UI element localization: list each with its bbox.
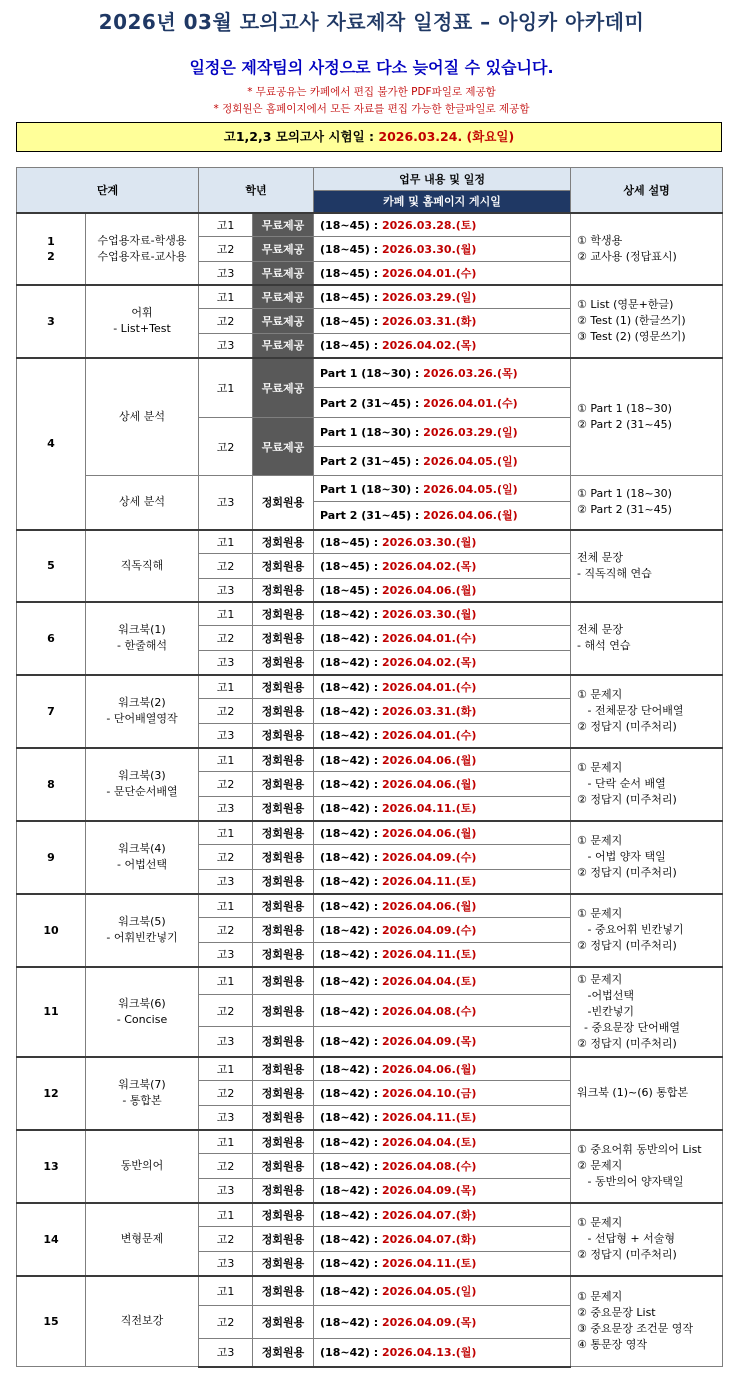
access-type: 정회원용 xyxy=(253,1179,314,1203)
grade-cell: 고2 xyxy=(199,845,253,870)
range-label: (18~45) : xyxy=(320,266,382,280)
range-label: Part 2 (31~45) : xyxy=(320,455,424,468)
post-date-cell xyxy=(314,1154,571,1179)
post-date: 2026.04.01.(수) xyxy=(423,396,518,410)
range-label: (18~42) : xyxy=(320,1346,382,1360)
grade-cell: 고2 xyxy=(199,699,253,724)
range-label: (18~42) : xyxy=(320,729,382,743)
post-date-cell xyxy=(314,309,571,334)
grade-cell: 고3 xyxy=(199,1027,253,1057)
grade-cell: 고1 xyxy=(199,821,253,845)
access-type: 정회원용 xyxy=(253,845,314,870)
range-label: (18~42) : xyxy=(320,826,382,840)
stage-detail: ① 문제지 ② 중요문장 List ③ 중요문장 조건문 영작 ④ 통문장 영작 xyxy=(571,1276,723,1367)
access-type: 무료제공 xyxy=(253,285,314,309)
post-date: 2026.04.04.(토) xyxy=(381,1135,477,1149)
post-date: 2026.04.06.(월) xyxy=(381,899,477,913)
stage-name: 상세 분석 xyxy=(86,358,199,476)
grade-cell: 고3 xyxy=(199,262,253,285)
post-date: 2026.04.07.(화) xyxy=(381,1208,477,1222)
range-label: (18~42) : xyxy=(320,1284,382,1298)
post-date: 2026.04.04.(토) xyxy=(381,974,477,988)
post-date-cell xyxy=(314,447,571,476)
grade-cell: 고1 xyxy=(199,1276,253,1306)
stage-detail: ① Part 1 (18~30) ② Part 2 (31~45) xyxy=(571,476,723,530)
range-label: (18~45) : xyxy=(320,290,382,304)
range-label: (18~45) : xyxy=(320,218,382,232)
header-detail: 상세 설명 xyxy=(571,168,723,213)
post-date: 2026.03.30.(월) xyxy=(381,243,477,256)
grade-cell: 고3 xyxy=(199,724,253,748)
stage-name: 워크북(1) - 한줄해석 xyxy=(86,602,199,675)
post-date: 2026.03.31.(화) xyxy=(381,315,477,328)
access-type: 정회원용 xyxy=(253,772,314,797)
post-date: 2026.04.02.(목) xyxy=(381,656,477,670)
access-type: 정회원용 xyxy=(253,748,314,772)
note-free-share: * 무료공유는 카페에서 편집 불가한 PDF파일로 제공함 xyxy=(247,86,496,98)
post-date-cell xyxy=(314,1179,571,1203)
post-date-cell xyxy=(314,894,571,918)
stage-name: 워크북(2) - 단어배열영작 xyxy=(86,675,199,748)
post-date: 2026.03.29.(일) xyxy=(381,290,477,304)
range-label: (18~45) : xyxy=(320,243,382,256)
range-label: (18~42) : xyxy=(320,875,382,889)
post-date-cell xyxy=(314,579,571,602)
stage-number: 5 xyxy=(17,530,86,602)
stage-name: 워크북(7) - 통합본 xyxy=(86,1057,199,1130)
post-date-cell xyxy=(314,967,571,995)
post-date-cell xyxy=(314,530,571,554)
post-date: 2026.04.02.(목) xyxy=(381,339,477,353)
grade-cell: 고2 xyxy=(199,309,253,334)
post-date: 2026.04.06.(월) xyxy=(381,583,477,597)
access-type: 무료제공 xyxy=(253,418,314,476)
post-date-cell xyxy=(314,675,571,699)
post-date-cell xyxy=(314,1106,571,1130)
stage-name: 동반의어 xyxy=(86,1130,199,1203)
access-type: 무료제공 xyxy=(253,309,314,334)
grade-cell: 고1 xyxy=(199,285,253,309)
range-label: (18~42) : xyxy=(320,1316,382,1329)
range-label: (18~45) : xyxy=(320,560,382,573)
stage-number: 3 xyxy=(17,285,86,358)
post-date-cell xyxy=(314,1227,571,1252)
grade-cell: 고3 xyxy=(199,651,253,675)
grade-cell: 고3 xyxy=(199,476,253,530)
range-label: (18~42) : xyxy=(320,851,382,864)
access-type: 정회원용 xyxy=(253,1154,314,1179)
post-date: 2026.03.30.(월) xyxy=(381,607,477,621)
post-date: 2026.04.06.(월) xyxy=(423,509,518,523)
stage-number: 13 xyxy=(17,1130,86,1203)
stage-detail: ① 문제지 -어법선택 -빈칸넣기 - 중요문장 단어배열 ② 정답지 (미주처리) xyxy=(571,967,723,1057)
access-type: 정회원용 xyxy=(253,918,314,943)
post-date-cell xyxy=(314,870,571,894)
post-date-cell xyxy=(314,651,571,675)
stage-detail: ① List (영문+한글) ② Test (1) (한글쓰기) ③ Test (2) (영문쓰기) xyxy=(571,285,723,358)
grade-cell: 고2 xyxy=(199,626,253,651)
stage-detail: ① 문제지 - 전체문장 단어배열 ② 정답지 (미주처리) xyxy=(571,675,723,748)
stage-detail: ① 문제지 - 어법 양자 택일 ② 정답지 (미주처리) xyxy=(571,821,723,894)
grade-cell: 고3 xyxy=(199,1252,253,1276)
stage-detail: ① 중요어휘 동반의어 List ② 문제지 - 동반의어 양자택일 xyxy=(571,1130,723,1203)
post-date: 2026.04.05.(일) xyxy=(381,1284,477,1298)
range-label: (18~42) : xyxy=(320,1184,382,1198)
header-post-date: 카페 및 홈페이지 게시일 xyxy=(314,191,571,213)
post-date: 2026.04.13.(월) xyxy=(381,1346,477,1360)
access-type: 정회원용 xyxy=(253,870,314,894)
stage-name: 상세 분석 xyxy=(86,476,199,530)
header-grade: 학년 xyxy=(199,168,314,213)
access-type: 정회원용 xyxy=(253,530,314,554)
range-label: Part 2 (31~45) : xyxy=(320,396,424,410)
post-date: 2026.04.11.(토) xyxy=(381,802,477,816)
post-date-cell xyxy=(314,358,571,388)
post-date: 2026.04.09.(목) xyxy=(381,1035,477,1049)
range-label: (18~42) : xyxy=(320,607,382,621)
range-label: (18~42) : xyxy=(320,753,382,767)
access-type: 무료제공 xyxy=(253,262,314,285)
range-label: Part 1 (18~30) : xyxy=(320,366,424,380)
post-date: 2026.04.11.(토) xyxy=(381,948,477,962)
stage-name: 워크북(3) - 문단순서배열 xyxy=(86,748,199,821)
access-type: 정회원용 xyxy=(253,1252,314,1276)
range-label: (18~42) : xyxy=(320,1208,382,1222)
grade-cell: 고1 xyxy=(199,358,253,418)
range-label: (18~42) : xyxy=(320,656,382,670)
access-type: 무료제공 xyxy=(253,237,314,262)
note-member: * 정회원은 홈페이지에서 모든 자료를 편집 가능한 한글파일로 제공함 xyxy=(213,103,530,115)
range-label: (18~42) : xyxy=(320,705,382,718)
post-date-cell xyxy=(314,699,571,724)
range-label: (18~45) : xyxy=(320,339,382,353)
post-date: 2026.04.10.(금) xyxy=(381,1087,477,1100)
grade-cell: 고2 xyxy=(199,772,253,797)
post-date-cell xyxy=(314,772,571,797)
stage-detail: ① Part 1 (18~30) ② Part 2 (31~45) xyxy=(571,358,723,476)
post-date: 2026.04.06.(월) xyxy=(381,826,477,840)
stage-name: 수업용자료-학생용 수업용자료-교사용 xyxy=(86,213,199,285)
post-date: 2026.03.26.(목) xyxy=(423,366,518,380)
grade-cell: 고2 xyxy=(199,237,253,262)
grade-cell: 고2 xyxy=(199,418,253,476)
access-type: 정회원용 xyxy=(253,1027,314,1057)
stage-name: 어휘 - List+Test xyxy=(86,285,199,358)
schedule-table xyxy=(16,167,723,1368)
stage-name: 직독직해 xyxy=(86,530,199,602)
post-date-cell xyxy=(314,1081,571,1106)
stage-name: 워크북(5) - 어휘빈칸넣기 xyxy=(86,894,199,967)
post-date: 2026.04.06.(월) xyxy=(381,1062,477,1076)
post-date-cell xyxy=(314,1203,571,1227)
grade-cell: 고1 xyxy=(199,894,253,918)
access-type: 정회원용 xyxy=(253,821,314,845)
stage-detail: ① 문제지 - 선답형 + 서술형 ② 정답지 (미주처리) xyxy=(571,1203,723,1276)
range-label: (18~42) : xyxy=(320,632,382,645)
access-type: 무료제공 xyxy=(253,358,314,418)
post-date-cell xyxy=(314,821,571,845)
post-date: 2026.03.29.(일) xyxy=(423,426,518,439)
stage-detail: ① 학생용 ② 교사용 (정답표시) xyxy=(571,213,723,285)
access-type: 정회원용 xyxy=(253,1339,314,1367)
access-type: 정회원용 xyxy=(253,724,314,748)
post-date-cell xyxy=(314,1027,571,1057)
stage-detail: ① 문제지 - 중요어휘 빈칸넣기 ② 정답지 (미주처리) xyxy=(571,894,723,967)
post-date: 2026.04.09.(목) xyxy=(381,1316,477,1329)
range-label: (18~42) : xyxy=(320,1257,382,1271)
post-date-cell xyxy=(314,943,571,967)
access-type: 정회원용 xyxy=(253,1081,314,1106)
access-type: 정회원용 xyxy=(253,1106,314,1130)
access-type: 정회원용 xyxy=(253,894,314,918)
grade-cell: 고2 xyxy=(199,918,253,943)
stage-detail: ① 문제지 - 단락 순서 배열 ② 정답지 (미주처리) xyxy=(571,748,723,821)
post-date: 2026.03.31.(화) xyxy=(381,705,477,718)
range-label: (18~42) : xyxy=(320,948,382,962)
range-label: (18~42) : xyxy=(320,1062,382,1076)
post-date: 2026.04.01.(수) xyxy=(381,632,477,645)
post-date: 2026.04.09.(수) xyxy=(381,924,477,937)
access-type: 정회원용 xyxy=(253,626,314,651)
access-type: 정회원용 xyxy=(253,476,314,530)
post-date-cell xyxy=(314,554,571,579)
post-date-cell xyxy=(314,476,571,502)
stage-number: 1 2 xyxy=(17,213,86,285)
post-date: 2026.04.05.(일) xyxy=(423,482,518,496)
post-date-cell xyxy=(314,1276,571,1306)
post-date: 2026.04.01.(수) xyxy=(381,266,477,280)
range-label: (18~42) : xyxy=(320,899,382,913)
access-type: 정회원용 xyxy=(253,1130,314,1154)
post-date: 2026.04.02.(목) xyxy=(381,560,477,573)
range-label: (18~42) : xyxy=(320,778,382,791)
post-date-cell xyxy=(314,502,571,530)
range-label: (18~42) : xyxy=(320,924,382,937)
exam-date-banner xyxy=(16,122,722,152)
access-type: 정회원용 xyxy=(253,967,314,995)
access-type: 정회원용 xyxy=(253,602,314,626)
stage-number: 10 xyxy=(17,894,86,967)
stage-number: 6 xyxy=(17,602,86,675)
post-date-cell xyxy=(314,797,571,821)
grade-cell: 고3 xyxy=(199,943,253,967)
range-label: (18~42) : xyxy=(320,1087,382,1100)
post-date-cell xyxy=(314,237,571,262)
post-date: 2026.04.09.(목) xyxy=(381,1184,477,1198)
post-date: 2026.04.06.(월) xyxy=(381,778,477,791)
post-date-cell xyxy=(314,1057,571,1081)
stage-number: 12 xyxy=(17,1057,86,1130)
grade-cell: 고1 xyxy=(199,602,253,626)
post-date-cell xyxy=(314,285,571,309)
grade-cell: 고1 xyxy=(199,748,253,772)
grade-cell: 고1 xyxy=(199,967,253,995)
range-label: Part 1 (18~30) : xyxy=(320,426,424,439)
range-label: (18~42) : xyxy=(320,1135,382,1149)
exam-date-value: 2026.03.24. (화요일) xyxy=(378,129,515,144)
post-date-cell xyxy=(314,213,571,237)
post-date-cell xyxy=(314,388,571,418)
access-type: 정회원용 xyxy=(253,554,314,579)
stage-number: 11 xyxy=(17,967,86,1057)
grade-cell: 고3 xyxy=(199,1179,253,1203)
range-label: (18~45) : xyxy=(320,315,382,328)
post-date-cell xyxy=(314,1130,571,1154)
range-label: (18~42) : xyxy=(320,1004,382,1018)
grade-cell: 고3 xyxy=(199,334,253,358)
range-label: (18~45) : xyxy=(320,583,382,597)
grade-cell: 고2 xyxy=(199,1227,253,1252)
grade-cell: 고1 xyxy=(199,213,253,237)
post-date: 2026.04.06.(월) xyxy=(381,753,477,767)
access-type: 정회원용 xyxy=(253,579,314,602)
post-date: 2026.04.07.(화) xyxy=(381,1233,477,1246)
access-type: 정회원용 xyxy=(253,1276,314,1306)
post-date: 2026.04.11.(토) xyxy=(381,875,477,889)
access-type: 무료제공 xyxy=(253,213,314,237)
header-stage: 단계 xyxy=(17,168,199,213)
stage-number: 9 xyxy=(17,821,86,894)
post-date-cell xyxy=(314,724,571,748)
range-label: (18~42) : xyxy=(320,1160,382,1173)
stage-detail: 전체 문장 - 직독직해 연습 xyxy=(571,530,723,602)
stage-number: 8 xyxy=(17,748,86,821)
stage-name: 직전보강 xyxy=(86,1276,199,1367)
post-date: 2026.04.01.(수) xyxy=(381,680,477,694)
range-label: (18~42) : xyxy=(320,1111,382,1125)
range-label: Part 2 (31~45) : xyxy=(320,509,424,523)
post-date-cell xyxy=(314,418,571,447)
post-date: 2026.04.11.(토) xyxy=(381,1257,477,1271)
post-date-cell xyxy=(314,262,571,285)
access-type: 정회원용 xyxy=(253,943,314,967)
header-work: 업무 내용 및 일정 xyxy=(314,168,571,191)
stage-number: 7 xyxy=(17,675,86,748)
post-date-cell xyxy=(314,626,571,651)
access-type: 정회원용 xyxy=(253,675,314,699)
delay-notice: 일정은 제작팀의 사정으로 다소 늦어질 수 있습니다. xyxy=(189,58,554,77)
stage-detail: 워크북 (1)~(6) 통합본 xyxy=(571,1057,723,1130)
range-label: (18~42) : xyxy=(320,1233,382,1246)
grade-cell: 고1 xyxy=(199,675,253,699)
post-date-cell xyxy=(314,1306,571,1339)
stage-detail: 전체 문장 - 해석 연습 xyxy=(571,602,723,675)
grade-cell: 고2 xyxy=(199,1081,253,1106)
stage-name: 변형문제 xyxy=(86,1203,199,1276)
access-type: 정회원용 xyxy=(253,1057,314,1081)
stage-name: 워크북(4) - 어법선택 xyxy=(86,821,199,894)
post-date-cell xyxy=(314,995,571,1027)
post-date-cell xyxy=(314,1339,571,1367)
access-type: 무료제공 xyxy=(253,334,314,358)
post-date: 2026.04.01.(수) xyxy=(381,729,477,743)
post-date: 2026.04.08.(수) xyxy=(381,1160,477,1173)
post-date-cell xyxy=(314,602,571,626)
grade-cell: 고3 xyxy=(199,870,253,894)
grade-cell: 고2 xyxy=(199,1154,253,1179)
post-date-cell xyxy=(314,1252,571,1276)
post-date: 2026.04.05.(일) xyxy=(423,455,518,468)
exam-date-label: 고1,2,3 모의고사 시험일 : xyxy=(223,129,379,144)
range-label: Part 1 (18~30) : xyxy=(320,482,424,496)
grade-cell: 고3 xyxy=(199,797,253,821)
post-date: 2026.03.30.(월) xyxy=(381,535,477,549)
stage-name: 워크북(6) - Concise xyxy=(86,967,199,1057)
grade-cell: 고3 xyxy=(199,579,253,602)
range-label: (18~42) : xyxy=(320,1035,382,1049)
stage-number: 14 xyxy=(17,1203,86,1276)
range-label: (18~42) : xyxy=(320,802,382,816)
access-type: 정회원용 xyxy=(253,651,314,675)
access-type: 정회원용 xyxy=(253,995,314,1027)
post-date-cell xyxy=(314,918,571,943)
range-label: (18~45) : xyxy=(320,535,382,549)
post-date-cell xyxy=(314,334,571,358)
grade-cell: 고1 xyxy=(199,1057,253,1081)
post-date: 2026.04.09.(수) xyxy=(381,851,477,864)
grade-cell: 고2 xyxy=(199,554,253,579)
access-type: 정회원용 xyxy=(253,1203,314,1227)
grade-cell: 고2 xyxy=(199,995,253,1027)
access-type: 정회원용 xyxy=(253,797,314,821)
range-label: (18~42) : xyxy=(320,680,382,694)
stage-number: 15 xyxy=(17,1276,86,1367)
grade-cell: 고3 xyxy=(199,1106,253,1130)
post-date-cell xyxy=(314,845,571,870)
range-label: (18~42) : xyxy=(320,974,382,988)
page-title: 2026년 03월 모의고사 자료제작 일정표 – 아잉카 아카데미 xyxy=(98,10,645,34)
grade-cell: 고1 xyxy=(199,1203,253,1227)
access-type: 정회원용 xyxy=(253,699,314,724)
post-date-cell xyxy=(314,748,571,772)
grade-cell: 고1 xyxy=(199,1130,253,1154)
access-type: 정회원용 xyxy=(253,1306,314,1339)
access-type: 정회원용 xyxy=(253,1227,314,1252)
stage-number: 4 xyxy=(17,358,86,530)
grade-cell: 고2 xyxy=(199,1306,253,1339)
post-date: 2026.04.08.(수) xyxy=(381,1004,477,1018)
post-date: 2026.03.28.(토) xyxy=(381,218,477,232)
grade-cell: 고1 xyxy=(199,530,253,554)
post-date: 2026.04.11.(토) xyxy=(381,1111,477,1125)
grade-cell: 고3 xyxy=(199,1339,253,1367)
